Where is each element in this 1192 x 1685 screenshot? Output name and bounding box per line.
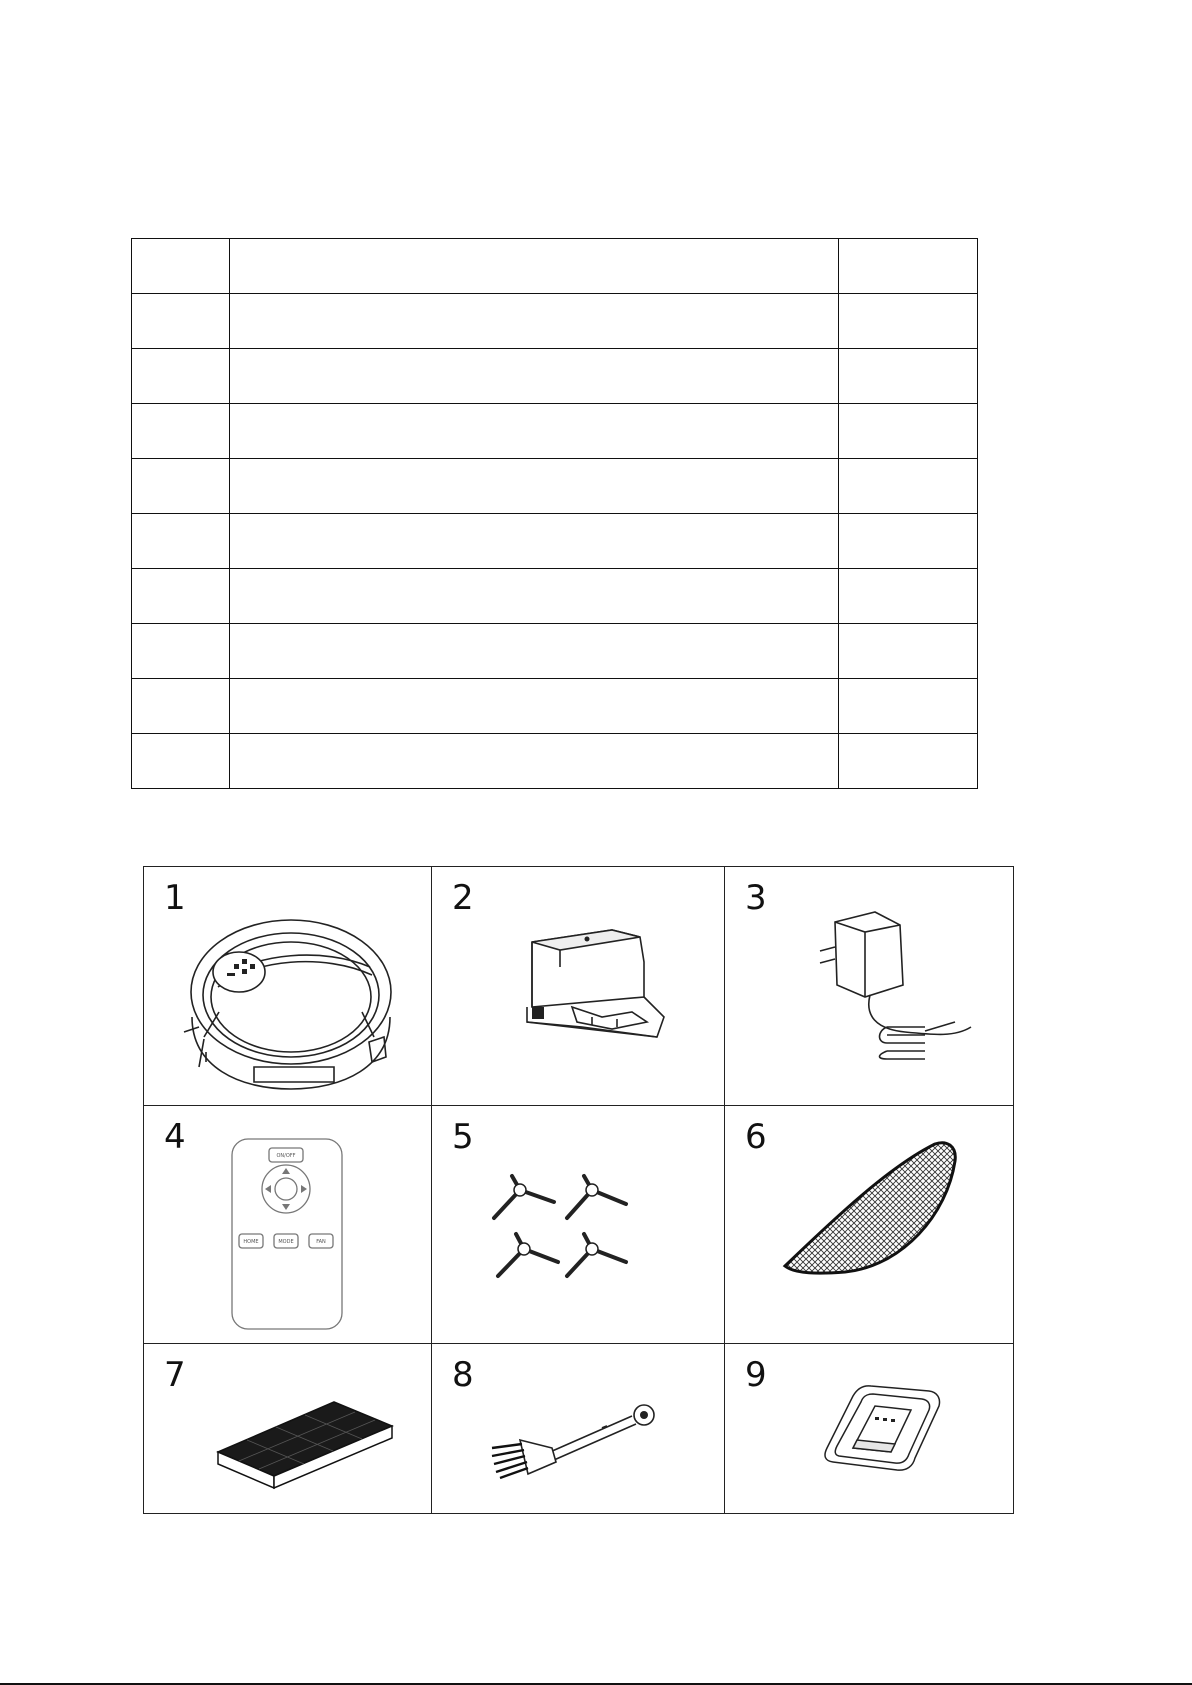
table-cell [132,569,230,624]
table-cell [839,514,978,569]
table-cell [839,294,978,349]
parts-illustration-grid [143,866,1014,1514]
part-number: 6 [745,1117,767,1157]
part-number: 7 [164,1355,186,1395]
part-cell-9 [725,1344,1013,1513]
table-cell [230,734,839,789]
part-cell-2 [432,867,725,1106]
table-row [132,514,978,569]
hepa-filter-icon [144,1344,432,1515]
table-cell [132,239,230,294]
robot-vacuum-icon [144,867,432,1106]
table-cell [839,459,978,514]
table-cell [132,514,230,569]
part-cell-7 [144,1344,432,1513]
table-row [132,459,978,514]
table-cell [230,679,839,734]
table-cell [839,404,978,459]
table-row [132,404,978,459]
table-row [132,294,978,349]
table-cell [230,404,839,459]
table-cell [230,569,839,624]
table-row [132,734,978,789]
table-cell [132,294,230,349]
table-cell [839,679,978,734]
part-cell-1 [144,867,432,1106]
part-number: 3 [745,878,767,918]
part-number: 2 [452,878,474,918]
table-cell [839,734,978,789]
table-cell [132,404,230,459]
table-cell [230,239,839,294]
power-adapter-icon [725,867,1015,1106]
remote-onoff-label: ON/OFF [276,1153,296,1159]
part-number: 9 [745,1355,767,1395]
charging-dock-icon [432,867,725,1106]
table-cell [839,349,978,404]
table-cell [230,349,839,404]
table-row [132,349,978,404]
part-cell-4 [144,1106,432,1344]
part-cell-8 [432,1344,725,1513]
table-row [132,239,978,294]
table-row [132,679,978,734]
table-cell [132,349,230,404]
table-cell [230,514,839,569]
table-cell [230,294,839,349]
remote-fan-label: FAN [316,1239,326,1245]
part-number: 5 [452,1117,474,1157]
table-row [132,569,978,624]
table-cell [132,679,230,734]
part-cell-6 [725,1106,1013,1344]
table-cell [132,624,230,679]
table-cell [839,624,978,679]
table-cell [132,734,230,789]
table-cell [230,459,839,514]
table-row [132,624,978,679]
table-cell [132,459,230,514]
part-cell-5 [432,1106,725,1344]
side-brushes-icon [432,1106,725,1344]
remote-control-icon [144,1106,432,1344]
table-cell [839,239,978,294]
cleaning-brush-icon [432,1344,725,1515]
part-number: 4 [164,1117,186,1157]
part-cell-3 [725,867,1013,1106]
mop-pad-icon [725,1106,1015,1344]
packing-list-table [131,238,978,789]
part-number: 8 [452,1355,474,1395]
part-number: 1 [164,878,186,918]
remote-home-label: HOME [243,1239,259,1245]
table-cell [839,569,978,624]
water-tank-icon [725,1344,1015,1515]
remote-mode-label: MODE [278,1239,294,1245]
table-cell [230,624,839,679]
